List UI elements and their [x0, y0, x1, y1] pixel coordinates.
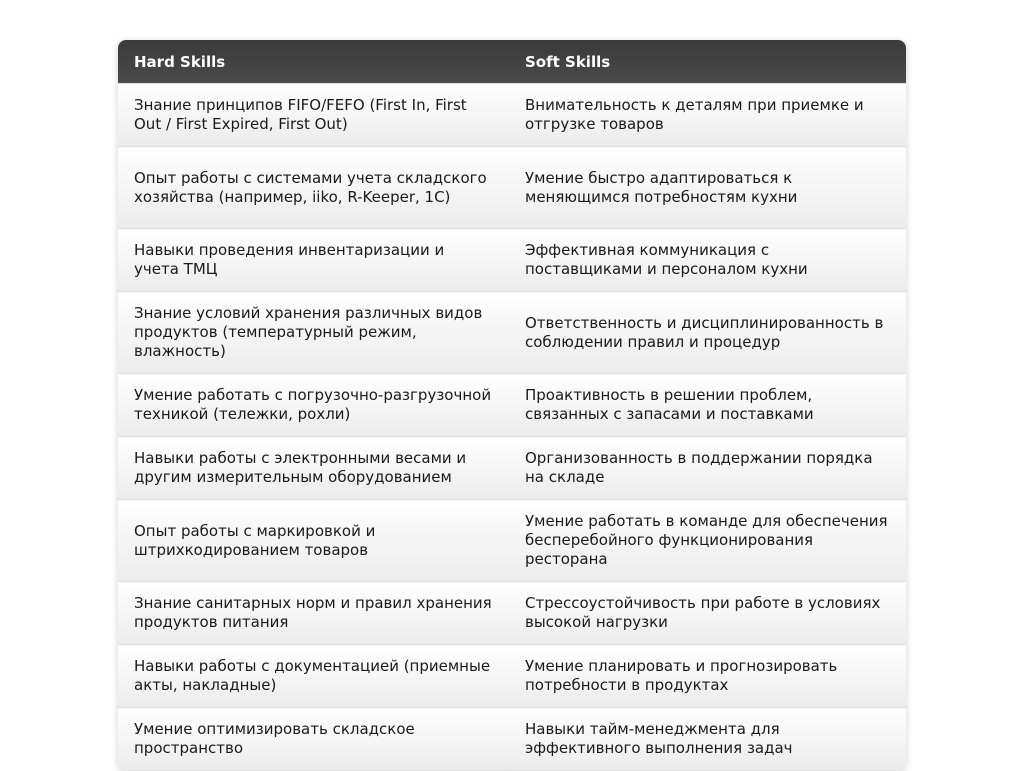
hard-skill-cell: Опыт работы с системами учета складского хозяйства (например, iiko, R-Keeper, 1С)	[118, 147, 509, 229]
soft-skill-cell: Навыки тайм-менеджмента для эффективного выполнения задач	[509, 708, 906, 771]
table-row	[118, 84, 906, 147]
table-row	[118, 292, 906, 374]
header-soft-skills: Soft Skills	[509, 40, 906, 84]
table-row	[118, 374, 906, 437]
hard-skill-cell: Знание условий хранения различных видов продуктов (температурный режим, влажность)	[118, 292, 509, 374]
soft-skill-cell: Умение быстро адаптироваться к меняющимся потребностям кухни	[509, 147, 906, 229]
table-row	[118, 645, 906, 708]
hard-skill-cell: Навыки проведения инвентаризации и учета ТМЦ	[118, 229, 509, 292]
hard-skill-cell: Знание санитарных норм и правил хранения продуктов питания	[118, 582, 509, 645]
table-row	[118, 500, 906, 582]
soft-skill-cell: Стрессоустойчивость при работе в условиях высокой нагрузки	[509, 582, 906, 645]
table-row	[118, 708, 906, 771]
table-row	[118, 229, 906, 292]
hard-skill-cell: Знание принципов FIFO/FEFO (First In, First Out / First Expired, First Out)	[118, 84, 509, 147]
soft-skill-cell: Умение работать в команде для обеспечения бесперебойного функционирования ресторана	[509, 500, 906, 582]
skills-table-container	[118, 40, 906, 770]
table-header-row	[118, 40, 906, 84]
soft-skill-cell: Проактивность в решении проблем, связанных с запасами и поставками	[509, 374, 906, 437]
soft-skill-cell: Организованность в поддержании порядка на складе	[509, 437, 906, 500]
table-row	[118, 437, 906, 500]
soft-skill-cell: Эффективная коммуникация с поставщиками и персоналом кухни	[509, 229, 906, 292]
hard-skill-cell: Умение оптимизировать складское пространство	[118, 708, 509, 771]
soft-skill-cell: Умение планировать и прогнозировать потребности в продуктах	[509, 645, 906, 708]
skills-table	[118, 40, 906, 770]
table-row	[118, 582, 906, 645]
hard-skill-cell: Умение работать с погрузочно-разгрузочной техникой (тележки, рохли)	[118, 374, 509, 437]
hard-skill-cell: Опыт работы с маркировкой и штрихкодированием товаров	[118, 500, 509, 582]
hard-skill-cell: Навыки работы с документацией (приемные акты, накладные)	[118, 645, 509, 708]
table-row	[118, 147, 906, 229]
hard-skill-cell: Навыки работы с электронными весами и другим измерительным оборудованием	[118, 437, 509, 500]
header-hard-skills: Hard Skills	[118, 40, 509, 84]
soft-skill-cell: Внимательность к деталям при приемке и отгрузке товаров	[509, 84, 906, 147]
soft-skill-cell: Ответственность и дисциплинированность в соблюдении правил и процедур	[509, 292, 906, 374]
